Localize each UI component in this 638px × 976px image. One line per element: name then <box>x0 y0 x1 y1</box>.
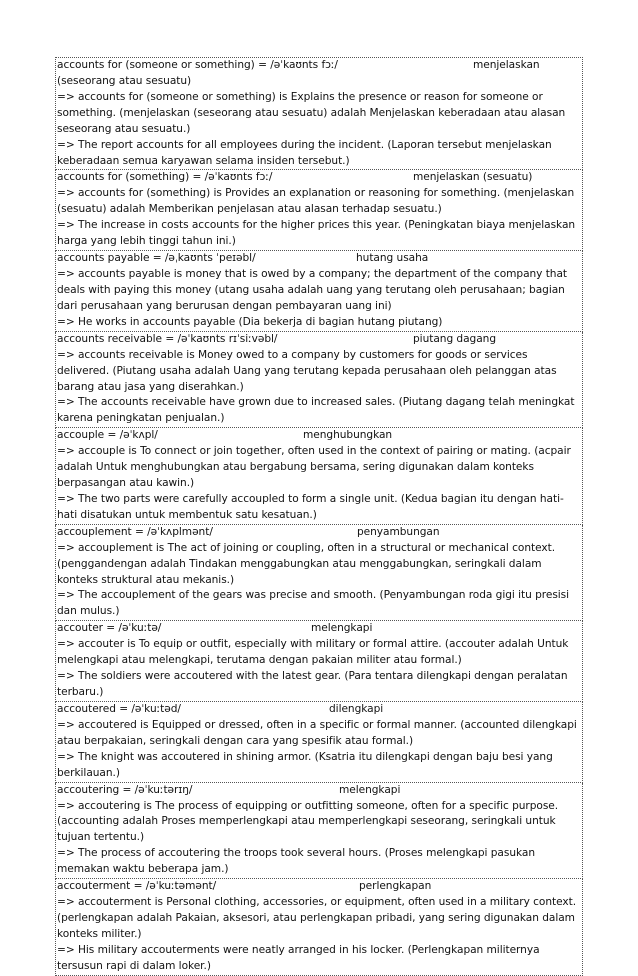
entry-headline <box>57 879 581 895</box>
entry <box>55 525 583 622</box>
entry-term: accounts payable = /əˌkaʊnts ˈpeɪəbl/ <box>57 252 256 265</box>
entry-term: accouple = /əˈkʌpl/ <box>57 429 158 442</box>
entry-example: => The report accounts for all employees during the incident. (Laporan tersebut menjelaskan keberadaan semua karyawan selama insiden tersebut.) <box>57 138 552 167</box>
entry-term: accouplement = /əˈkʌplmənt/ <box>57 525 213 538</box>
entry-headline <box>57 525 581 541</box>
entry-term: accouter = /əˈkuːtə/ <box>57 622 162 635</box>
entry-term: accounts for (something) = /əˈkaʊnts fɔː/ <box>57 171 273 184</box>
entry-headline <box>57 783 581 799</box>
entry-definition: => accoutered is Equipped or dressed, often in a specific or formal manner. (accounted dilengkapi atau berpakaian, seringkali dengan cara yang spesifik atau formal.) <box>57 718 577 747</box>
entry <box>55 57 583 170</box>
entry <box>55 332 583 429</box>
entry-example: => The accounts receivable have grown due to increased sales. (Piutang dagang telah meningkat karena peningkatan penjualan.) <box>57 396 575 425</box>
entry-example: => He works in accounts payable (Dia bekerja di bagian hutang piutang) <box>57 315 443 328</box>
entry-headline <box>57 170 581 186</box>
entry-translation: menghubungkan <box>303 429 393 442</box>
entry-term: accounts receivable = /əˈkaʊnts rɪˈsiːvəbl/ <box>57 332 278 345</box>
entry-example: => The increase in costs accounts for the higher prices this year. (Peningkatan biaya menjelaskan harga yang lebih tinggi tahun ini.) <box>57 219 576 248</box>
entry-definition: => accouple is To connect or join together, often used in the context of pairing or mating. (acpair adalah Untuk menghubungkan atau bergabung bersama, sering digunakan dalam konteks berpasangan atau kawin.) <box>57 445 571 490</box>
entry-example: => The accouplement of the gears was precise and smooth. (Penyambungan roda gigi itu presisi dan mulus.) <box>57 589 570 618</box>
entry-headline <box>57 428 581 444</box>
entry <box>55 428 583 525</box>
entry-definition: => accouter is To equip or outfit, especially with military or formal attire. (accouter adalah Untuk melengkapi atau melengkapi, terutama dengan pakaian militer atau formal.) <box>57 638 569 667</box>
entry-example: => The soldiers were accoutered with the latest gear. (Para tentara dilengkapi dengan peralatan terbaru.) <box>57 670 568 698</box>
entry-term: accoutered = /əˈkuːtəd/ <box>57 702 181 715</box>
entry-example: => His military accouterments were neatly arranged in his locker. (Perlengkapan militernya tersusun rapi di dalam loker.) <box>57 943 540 972</box>
entry-definition: => accouplement is The act of joining or coupling, often in a structural or mechanical context. (penggandengan adalah Tindakan menggabungkan atau menggabungkan, seringkali dalam konteks struktural atau mekanis.) <box>57 541 556 586</box>
entry-definition: => accounts for (something) is Provides an explanation or reasoning for something. (menjelaskan (sesuatu) adalah Memberikan penjelasan atau alasan terhadap sesuatu.) <box>57 187 575 216</box>
entry-translation: piutang dagang <box>413 332 497 345</box>
entry-definition: (seseorang atau sesuatu) => accounts for (someone or something) is Explains the presence or reason for someone or something. (menjelaskan (seseorang atau sesuatu) adalah Menjelaskan keberadaan atau alasan seseorang atau sesuatu.) <box>57 75 566 135</box>
entry-example: => The two parts were carefully accoupled to form a single unit. (Kedua bagian itu dengan hati-hati disatukan untuk membentuk satu kesatuan.) <box>57 492 564 521</box>
entry-term: accouterment = /əˈkuːtəmənt/ <box>57 880 217 893</box>
entry-definition: => accounts payable is money that is owed by a company; the department of the company that deals with paying this money (utang usaha adalah uang yang terutang oleh perusahaan; bagian dari perusahaan yang berurusan dengan pembayaran uang ini) <box>57 268 568 312</box>
dictionary-document <box>55 57 583 976</box>
entry-headline <box>57 251 581 267</box>
entry-translation: melengkapi <box>311 622 373 635</box>
entry-definition: => accouterment is Personal clothing, accessories, or equipment, often used in a military context. (perlengkapan adalah Pakaian, aksesori, atau perlengkapan pribadi, yang sering digunakan dalam konteks militer.) <box>57 896 577 940</box>
entry-term: accoutering = /əˈkuːtərɪŋ/ <box>57 783 193 796</box>
entry <box>55 702 583 783</box>
entry-headline <box>57 58 581 74</box>
entry-term: accounts for (someone or something) = /əˈkaʊnts fɔː/ <box>57 59 338 71</box>
entry <box>55 783 583 880</box>
entry-translation: dilengkapi <box>329 702 384 715</box>
entry-translation: menjelaskan (sesuatu) <box>413 171 533 184</box>
entry-headline <box>57 621 581 637</box>
entry-example: => The process of accoutering the troops took several hours. (Proses melengkapi pasukan memakan waktu beberapa jam.) <box>57 847 536 876</box>
entry <box>55 251 583 332</box>
entry-headline <box>57 332 581 348</box>
entry-translation: menjelaskan <box>473 59 540 71</box>
entry-translation: penyambungan <box>357 525 440 538</box>
entry-translation: hutang usaha <box>356 252 429 265</box>
entry-definition: => accoutering is The process of equipping or outfitting someone, often for a specific purpose. (accounting adalah Proses memperlengkapi atau memperlengkapi seseorang, seringkali untuk tujuan tertentu.) <box>57 799 559 844</box>
entry-headline <box>57 702 581 718</box>
entry <box>55 621 583 702</box>
entry-translation: melengkapi <box>339 783 401 796</box>
entry-translation: perlengkapan <box>359 880 432 893</box>
entry-definition: => accounts receivable is Money owed to a company by customers for goods or services delivered. (Piutang usaha adalah Uang yang terutang kepada perusahaan oleh pelanggan atas barang atau jasa yang diserahkan.) <box>57 348 557 393</box>
entry <box>55 170 583 251</box>
entry-example: => The knight was accoutered in shining armor. (Ksatria itu dilengkapi dengan baju besi yang berkilauan.) <box>57 750 553 779</box>
entry <box>55 879 583 976</box>
